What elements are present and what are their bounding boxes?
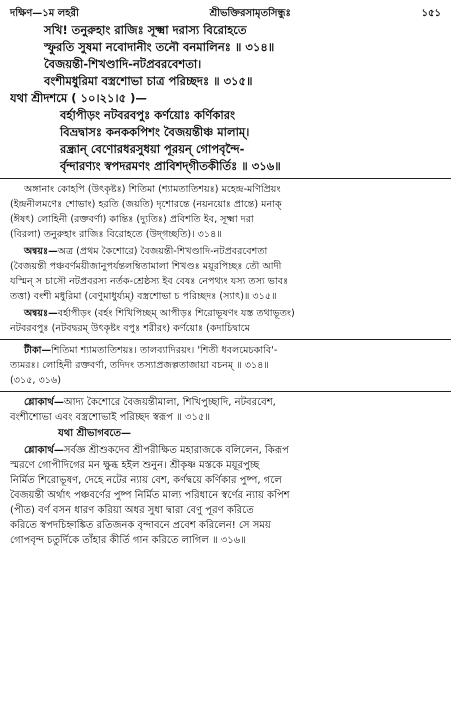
slokartha-block-2 [10,443,441,548]
gloss-line: (বিরলা) তনুরুহাং রাজিঃ বিরোহতে (উদ্‌গচ্ছতি)। ৩১৪॥ [10,229,222,240]
anvaya-line: অন্বয়ঃ—অত্র (প্রথম কৈশোরে) বৈজয়ন্তী-শিখণ্ডাদি-নটপ্রবরবেশতা [24,246,268,257]
slokartha-line: স্মরণে গোপীদিগের মন ক্ষুব্ধ হইল শুনুন। শ্রীকৃষ্ণ মস্তকে ময়ূরপুচ্ছ [10,460,260,471]
divider [0,391,451,392]
verse-line: সখি! তনুরুহাং রাজিঃ সূক্ষ্মা দরাস্য বিরোহতে [44,23,247,37]
slokartha-line: নির্মিত শিরোভূষণ, দেহে নটের ন্যায় বেশ, কর্ণদ্বয়ে কর্ণিকার পুষ্প, গলে [10,475,282,486]
anvaya-label: অন্বয়ঃ— [24,308,58,319]
verse-line: বংশীমধুরিমা বস্ত্রশোভা চাত্র পরিচ্ছদঃ ॥ ৩১৫॥ [44,74,253,88]
verse-main [10,107,441,175]
verse-top [10,22,441,90]
slokartha-line: শ্লোকার্থ—সর্বজ্ঞ শ্রীশুকদেব শ্রীপরীক্ষিত মহারাজকে বলিলেন, কিরূপ [24,445,289,456]
tika-line: (৩১৫, ৩১৬) [10,375,61,386]
tika-line: টীকা—শিতিমা শ্যামতাতিশয়ঃ। তালব্যাদিরয়ং। 'শিতী ধবলমেচকাবি'- [24,345,278,356]
slokartha-line: শ্লোকার্থ—আদ্য কৈশোরে বৈজয়ন্তীমালা, শিখিপুচ্ছাদি, নটবরবেশ, [24,397,276,408]
yatha-bhagavate: যথা শ্রীভাগবতে— [58,428,132,439]
anvaya-line: (বৈজয়ন্তী পঞ্চবর্ণময়ীজানুপর্যন্তলম্বিতামালা শিখণ্ডঃ ময়ূরপিচ্ছঃ তৌ আদী [10,261,282,272]
gloss-line: (ঈষৎ) লোহিনী (রক্তবর্ণা) কান্তিঃ (দ্যুতিঃ) প্রবিশতি ইব, সূক্ষ্মা দরা [10,214,254,225]
slokartha-label: শ্লোকার্থ— [24,445,64,456]
gloss-line: অঙ্গানাং কোহপি (উৎকৃষ্টঃ) শিতিমা (শ্যামতাতিশয়ঃ) মহেন্দ্র-মণিপ্রিয়ং [24,184,281,195]
verse-line: র্বৃন্দারণ্যং স্বপদরমণং প্রাবিশদ্‌গীতকীর্তিঃ ॥ ৩১৬॥ [60,159,281,173]
running-header [10,6,441,22]
verse-line: বিভ্রদ্বাসঃ কনককপিশং বৈজয়ন্তীঞ্চ মালাম্। [60,125,250,139]
anvaya-block-2 [10,306,441,336]
tika-label: টীকা— [24,345,52,356]
anvaya-line: যস্মিন্ স চাসৌ নটপ্রবরস্য নর্তক-শ্রেষ্ঠস্য ইব বেষঃ নেপথ্যং যস্য তস্য ভাবঃ [10,276,289,287]
slokartha-block-1 [10,395,441,425]
slokartha-label: শ্লোকার্থ— [24,397,64,408]
verse-line: বৈজয়ন্তী-শিখণ্ডাদি-নটপ্রবরবেশতা। [44,57,202,71]
gloss-line: (ইন্দ্রনীলমণেঃ শোভাং) হরতি (জয়তি) দৃশোরন্তে (নয়নয়োঃ প্রান্তে) মনাক্ [10,199,282,210]
page-number: ১৫১ [421,8,441,19]
anvaya-block-1 [10,244,441,304]
gloss-block [10,182,441,242]
anvaya-line: অন্বয়ঃ—বর্হাপীড়ং (বর্হং শিখিপিচ্ছম্ আপীড়ঃ শিরোভূষণং যস্ত তথাভূতং) [24,308,295,319]
header-center: শ্রীভক্তিরসামৃতসিন্ধুঃ [209,8,291,19]
yatha-ref: ( ১০।২১।৫ )— [71,91,147,105]
slokartha-line: বৈজয়ন্তী অর্থাৎ পঞ্চবর্ণের পুষ্প নির্মিত মাল্য পরিধানে স্বর্ণের ন্যায় কপিশ [10,490,290,501]
verse-line: বর্হাপীড়ং নটবরবপুঃ কর্ণয়োঃ কর্ণিকারং [60,108,236,122]
slokartha-line: করিতে স্বপদচিহ্নাঙ্কিত রতিজনক বৃন্দাবনে প্রবেশ করিলেন! সে সময় [10,520,271,531]
yatha-line [10,90,441,107]
divider [0,178,451,179]
anvaya-label: অন্বয়ঃ— [24,246,58,257]
slokartha-line: গোপবৃন্দ চতুর্দিকে তাঁহার কীর্তি গান করিতে লাগিল ॥ ৩১৬॥ [10,535,246,546]
tika-line: ত্যমরঃ। লোহিনী রক্তবর্ণা, তদিদং তস্যাপ্রজল্পতাজায়া বচনম্ ॥ ৩১৪॥ [10,360,269,371]
slokartha-line: বংশীশোভা এবং বস্ত্রশোভাই পরিচ্ছদ স্বরূপ ॥ ৩১৫॥ [10,412,211,423]
anvaya-line: তত্তা) বংশী মধুরিমা (বেণুমাধুর্য্যম্) বস্ত্রশোভা চ পরিচ্ছদঃ (স্যাৎ)॥ ৩১৫॥ [10,291,277,302]
divider [0,339,451,340]
header-left: দক্ষিণ—১ম লহরী [10,8,79,19]
tika-block [10,343,441,388]
anvaya-line: নটবরবপুঃ (নটবদ্বরম্ উৎকৃষ্টং বপুঃ শরীরং) কর্ণয়োঃ (কদাচিদ্বামে [10,323,250,334]
slokartha-line: (পীত) বর্ণ বসন ধারণ করিয়া অধর সুধা দ্বারা বেণু পূরণ করিতে [10,505,254,516]
verse-line: স্ফুরতি সুষমা নবোদানীং তনৌ বনমালিনঃ ॥ ৩১৪॥ [44,40,275,54]
yatha-lead: যথা শ্রীদশমে [10,91,68,105]
verse-line: রন্ধ্রান্ বেণোরধরসুধয়া পূরয়ন্ গোপবৃন্দৈ- [60,142,245,156]
